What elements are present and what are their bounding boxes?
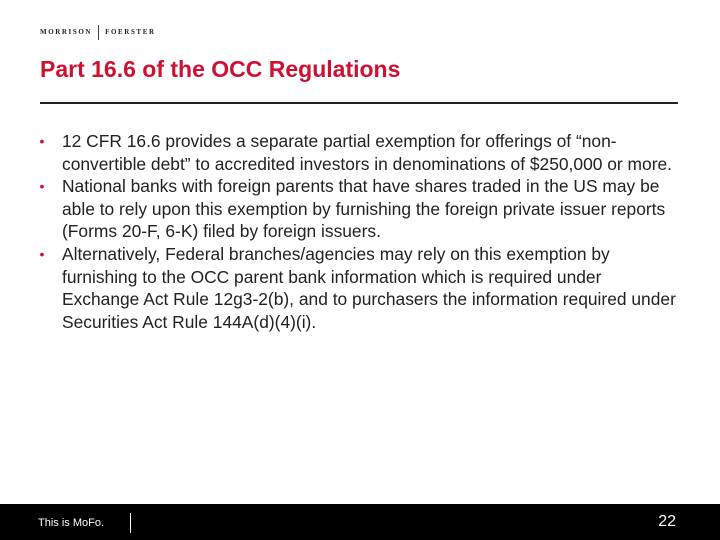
- logo-right-word: FOERSTER: [105, 28, 156, 36]
- bullet-text: National banks with foreign parents that have shares traded in the US may be able to rely upon this exemption by furnishing the foreign private issuer reports (Forms 20-F, 6-K) filed by foreign issuers.: [62, 176, 666, 242]
- logo-left-word: MORRISON: [40, 28, 93, 36]
- footer-tagline: This is MoFo.: [38, 517, 105, 529]
- title-underline: [40, 102, 678, 104]
- bullet-icon: •: [39, 245, 45, 262]
- bullet-item: [32, 243, 682, 333]
- logo-divider: [98, 25, 99, 40]
- bullet-icon: •: [39, 178, 45, 195]
- bullet-list: [32, 130, 682, 333]
- bullet-text: Alternatively, Federal branches/agencies may rely on this exemption by furnishing to the OCC parent bank information which is required under Exchange Act Rule 12g3-2(b), and to purchasers the information required under Securities Act Rule 144A(d)(4)(i).: [62, 243, 676, 332]
- bullet-item: [32, 130, 682, 175]
- bullet-icon: •: [39, 133, 45, 149]
- footer-bar: [0, 504, 720, 540]
- page-number: 22: [658, 513, 676, 530]
- firm-logo: [40, 24, 156, 40]
- footer-divider: [130, 513, 131, 533]
- slide-title: Part 16.6 of the OCC Regulations: [40, 56, 401, 82]
- bullet-item: [32, 175, 682, 243]
- bullet-text: 12 CFR 16.6 provides a separate partial exemption for offerings of “non-convertible debt” to accredited investors in denominations of $250,000 or more.: [62, 131, 672, 174]
